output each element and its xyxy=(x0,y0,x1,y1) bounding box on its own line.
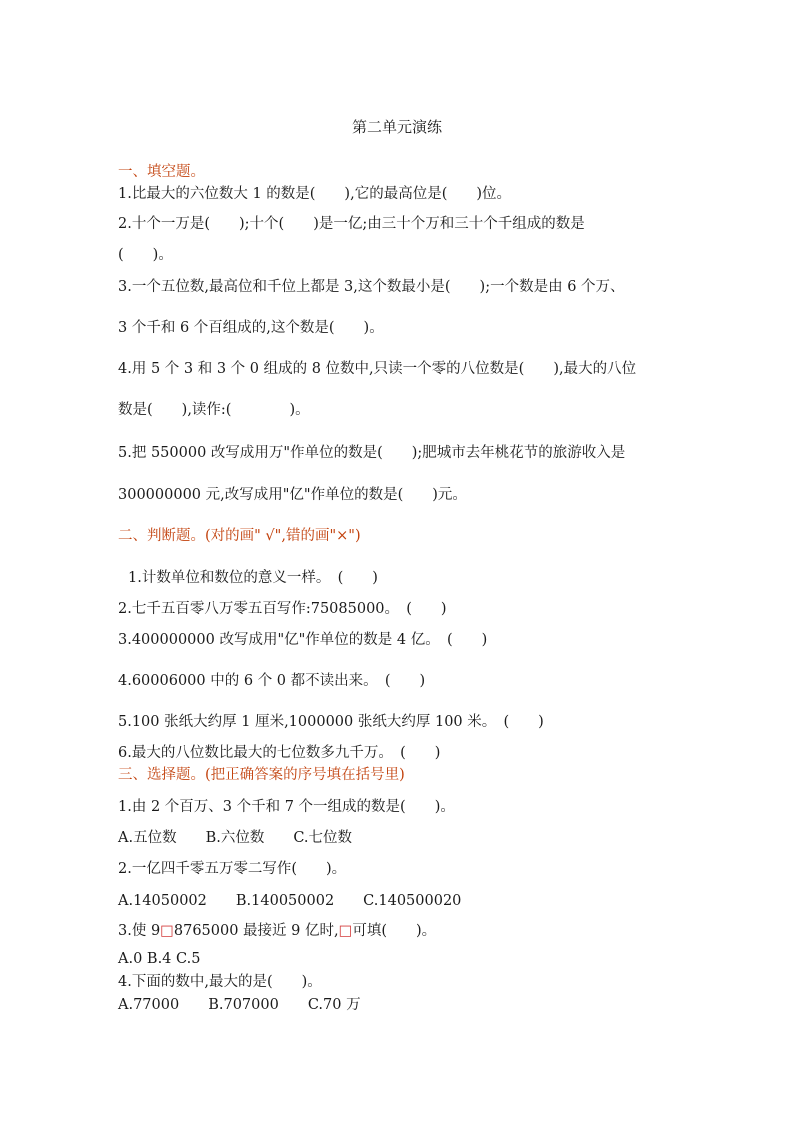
question-line: ( )。 xyxy=(118,247,173,263)
q3-text-middle: 8765000 最接近 9 亿时, xyxy=(173,923,339,939)
question-line: 4.60006000 中的 6 个 0 都不读出来。 ( ) xyxy=(118,673,426,689)
blank-box-icon: □ xyxy=(160,923,174,939)
question-line: 1.计数单位和数位的意义一样。 ( ) xyxy=(128,570,378,586)
question-line: 4.下面的数中,最大的是( )。 xyxy=(118,974,322,990)
question-line: 数是( ),读作:( )。 xyxy=(118,402,310,418)
question-line: 3.400000000 改写成用"亿"作单位的数是 4 亿。 ( ) xyxy=(118,632,488,648)
option-line: A.五位数 B.六位数 C.七位数 xyxy=(118,830,353,846)
question-line: 300000000 元,改写成用"亿"作单位的数是( )元。 xyxy=(118,487,467,503)
q3-text-end: 可填( )。 xyxy=(352,923,437,939)
question-line: 2.十个一万是( );十个( )是一亿;由三十个万和三十个千组成的数是 xyxy=(118,216,585,232)
option-line: A.77000 B.707000 C.70 万 xyxy=(118,997,361,1013)
question-line: 2.七千五百零八万零五百写作:75085000。 ( ) xyxy=(118,601,447,617)
question-line: 5.把 550000 改写成用万"作单位的数是( );肥城市去年桃花节的旅游收入是 xyxy=(118,445,626,461)
question-line: 4.用 5 个 3 和 3 个 0 组成的 8 位数中,只读一个零的八位数是( ),最大的八位 xyxy=(118,361,637,377)
question-line: 5.100 张纸大约厚 1 厘米,1000000 张纸大约厚 100 米。 ( ) xyxy=(118,714,544,730)
option-line: A.14050002 B.140050002 C.140500020 xyxy=(118,893,462,909)
section-heading-true-false: 二、判断题。(对的画" √",错的画"×") xyxy=(118,528,361,544)
blank-box-icon: □ xyxy=(338,923,353,939)
question-line: 1.比最大的六位数大 1 的数是( ),它的最高位是( )位。 xyxy=(118,186,512,202)
section-heading-multiple-choice: 三、选择题。(把正确答案的序号填在括号里) xyxy=(118,767,405,783)
section-heading-fill-blank: 一、填空题。 xyxy=(118,164,205,180)
option-line: A.0 B.4 C.5 xyxy=(118,951,201,967)
question-line: 3 个千和 6 个百组成的,这个数是( )。 xyxy=(118,320,384,336)
question-line: 1.由 2 个百万、3 个千和 7 个一组成的数是( )。 xyxy=(118,799,455,815)
question-line: 6.最大的八位数比最大的七位数多九千万。 ( ) xyxy=(118,745,441,761)
page-title: 第二单元演练 xyxy=(351,118,442,136)
q3-text-start: 3.使 9 xyxy=(118,923,161,939)
question-line-q3 xyxy=(118,919,436,940)
question-line: 2.一亿四千零五万零二写作( )。 xyxy=(118,861,347,877)
question-line: 3.一个五位数,最高位和千位上都是 3,这个数最小是( );一个数是由 6 个万、 xyxy=(118,279,625,295)
